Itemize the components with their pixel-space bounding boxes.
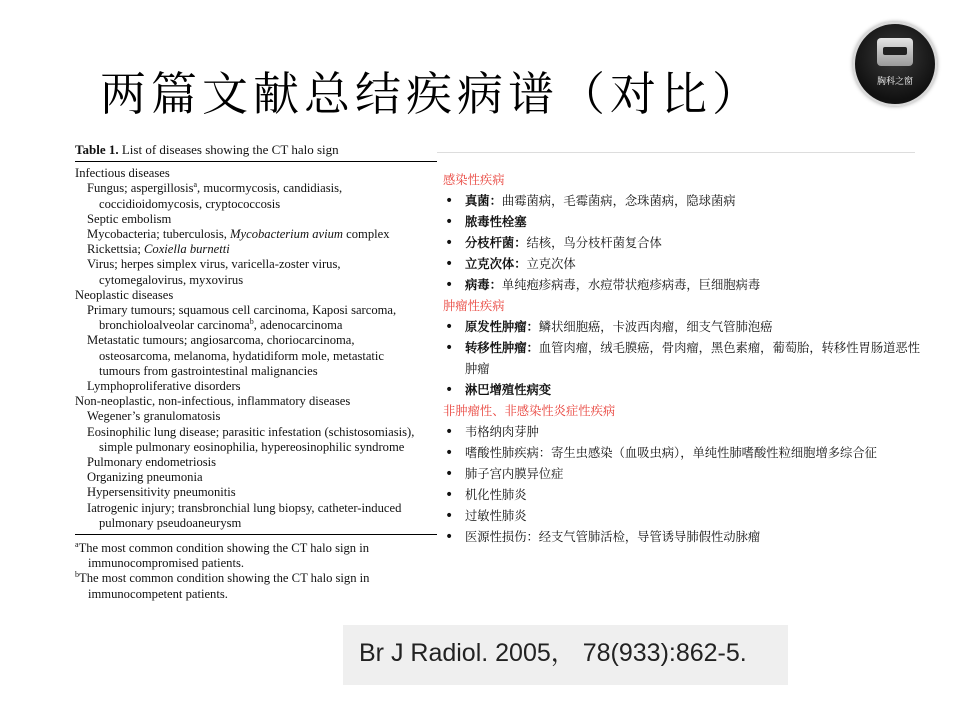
text-segment: Rickettsia; [87, 242, 145, 257]
table-footnotes [75, 535, 441, 602]
table-category [75, 288, 441, 303]
disease-bullet-item [443, 254, 920, 275]
table-entry [75, 318, 441, 333]
footnote-line [75, 587, 441, 602]
category-heading: 感染性疾病 [443, 173, 505, 187]
disease-bullet-item [443, 506, 920, 527]
table-entry [75, 273, 441, 288]
table-entry [75, 303, 441, 318]
text-segment: Fungus; aspergillosis [87, 181, 194, 196]
category-heading: 肿瘤性疾病 [443, 299, 505, 313]
footnote-line [75, 556, 441, 571]
table-entry [75, 197, 441, 212]
table-category [75, 166, 441, 181]
disease-bullet-item [443, 527, 920, 548]
footnote-line [75, 541, 441, 556]
footnote-line [75, 571, 441, 586]
table-entry [75, 516, 441, 531]
disease-bullet-item [443, 275, 920, 296]
text-segment: Pulmonary endometriosis [87, 455, 217, 470]
text-segment: coccidioidomycosis, cryptococcosis [99, 196, 281, 211]
item-text: 肺子宫内膜异位症 [465, 467, 564, 481]
footnote-marker: a [193, 180, 198, 190]
disease-bullet-item [443, 464, 920, 485]
slide-title: 两篇文献总结疾病谱（对比） [100, 67, 763, 121]
table-entry [75, 181, 441, 196]
citation-text: Br J Radiol. 2005， 78(933):862-5. [359, 639, 747, 667]
text-segment: Mycobacteria; tuberculosis, [87, 227, 231, 242]
text-segment: Virus; herpes simplex virus, varicella-zoster virus, [87, 257, 341, 272]
text-segment: Iatrogenic injury; transbronchial lung biopsy, catheter-induced [87, 500, 402, 515]
disease-bullet-item [443, 212, 920, 233]
table-entry [75, 485, 441, 500]
text-segment: immunocompetent patients. [88, 586, 228, 601]
item-label: 原发性肿瘤： [465, 320, 539, 334]
table-entry [75, 455, 441, 470]
text-segment: osteosarcoma, melanoma, hydatidiform mole, metastatic [99, 348, 385, 363]
disease-item-continuation [443, 359, 920, 380]
disease-bullet-item [443, 422, 920, 443]
disease-bullet-item [443, 233, 920, 254]
category-heading: 非肿瘤性、非感染性炎症性疾病 [443, 404, 616, 418]
item-text: 立克次体 [526, 257, 576, 271]
item-text: 血管肉瘤，绒毛膜癌，骨肉瘤，黑色素瘤，葡萄胎，转移性胃肠道恶性 [538, 341, 921, 355]
citation-box [343, 625, 788, 685]
text-segment: cytomegalovirus, myxovirus [99, 272, 244, 287]
item-text: 医源性损伤：经支气管肺活检，导管诱导肺假性动脉瘤 [465, 530, 761, 544]
table-entry [75, 470, 441, 485]
text-segment: Eosinophilic lung disease; parasitic infestation (schistosomiasis), [87, 424, 415, 439]
text-segment: bronchioloalveolar carcinoma [99, 318, 250, 333]
text-segment: simple pulmonary eosinophilia, hypereosinophilic syndrome [99, 439, 405, 454]
table-entry [75, 364, 441, 379]
text-segment: , adenocarcinoma [253, 318, 343, 333]
text-segment: Wegener’s granulomatosis [87, 409, 221, 424]
table-category [75, 394, 441, 409]
item-label: 真菌： [465, 194, 502, 208]
text-segment: Neoplastic diseases [75, 287, 174, 302]
text-segment: complex [343, 227, 390, 242]
item-text: 嗜酸性肺疾病：寄生虫感染（血吸虫病），单纯性肺嗜酸性粒细胞增多综合征 [465, 446, 877, 460]
text-segment: Primary tumours; squamous cell carcinoma, Kaposi sarcoma, [87, 303, 397, 318]
text-segment: pulmonary pseudoaneurysm [99, 515, 242, 530]
text-segment: Hypersensitivity pneumonitis [87, 485, 236, 500]
logo [853, 22, 937, 106]
footnote-marker: b [75, 570, 79, 580]
text-segment: The most common condition showing the CT halo sign in [78, 541, 370, 556]
item-text: 鳞状细胞癌，卡波西肉瘤，细支气管肺泡癌 [538, 320, 773, 334]
disease-bullet-item [443, 443, 920, 464]
logo-text: 胸科之窗 [876, 77, 913, 87]
table-caption-text: List of diseases showing the CT halo sign [118, 142, 339, 157]
item-label: 立克次体： [465, 257, 527, 271]
item-label: 转移性肿瘤： [465, 341, 539, 355]
item-text: 机化性肺炎 [465, 488, 527, 502]
text-segment: Mycobacterium avium [230, 227, 344, 242]
text-segment: tumours from gastrointestinal malignancies [99, 363, 318, 378]
item-text: 单纯疱疹病毒，水痘带状疱疹病毒，巨细胞病毒 [501, 278, 761, 292]
chinese-summary-panel [437, 152, 921, 570]
disease-bullet-item [443, 338, 920, 359]
disease-bullet-item [443, 380, 920, 401]
text-segment: immunocompromised patients. [88, 556, 245, 571]
item-text: 韦格纳肉芽肿 [465, 425, 539, 439]
table-entry [75, 212, 441, 227]
text-segment: The most common condition showing the CT halo sign in [79, 571, 370, 586]
item-text: 结核，鸟分枝杆菌复合体 [526, 236, 662, 250]
text-segment: , mucormycosis, candidiasis, [197, 181, 343, 196]
text-segment: Infectious diseases [75, 166, 170, 181]
disease-bullet-item [443, 317, 920, 338]
table-entry [75, 257, 441, 272]
table-entry [75, 425, 441, 440]
item-label: 病毒： [465, 278, 502, 292]
footnote-marker: b [249, 317, 254, 327]
text-segment: Coxiella burnetti [144, 242, 230, 257]
table-entry [75, 349, 441, 364]
table-body [75, 162, 441, 534]
text-segment: Organizing pneumonia [87, 470, 203, 485]
table-caption [75, 142, 441, 157]
item-text: 曲霉菌病，毛霉菌病，念珠菌病，隐球菌病 [501, 194, 736, 208]
disease-bullet-item [443, 191, 920, 212]
item-text: 肿瘤 [465, 362, 490, 376]
table-entry [75, 242, 441, 257]
panel-top-rule [437, 152, 915, 153]
table-entry [75, 227, 441, 242]
table-entry [75, 379, 441, 394]
table-entry [75, 333, 441, 348]
item-label: 分枝杆菌： [465, 236, 527, 250]
text-segment: Lymphoproliferative disorders [87, 379, 241, 394]
disease-bullet-item [443, 485, 920, 506]
item-text: 过敏性肺炎 [465, 509, 527, 523]
item-label: 脓毒性栓塞 [465, 215, 527, 229]
english-table [75, 142, 441, 602]
text-segment: Non-neoplastic, non-infectious, inflammatory diseases [75, 394, 351, 409]
table-caption-label: Table 1. [75, 142, 119, 157]
text-segment: Metastatic tumours; angiosarcoma, choriocarcinoma, [87, 333, 355, 348]
table-entry [75, 501, 441, 516]
table-entry [75, 440, 441, 455]
item-label: 淋巴增殖性病变 [465, 383, 552, 397]
logo-image-icon [877, 38, 913, 66]
footnote-marker: a [75, 539, 79, 549]
chinese-list [443, 170, 920, 548]
text-segment: Septic embolism [87, 211, 172, 226]
table-entry [75, 409, 441, 424]
